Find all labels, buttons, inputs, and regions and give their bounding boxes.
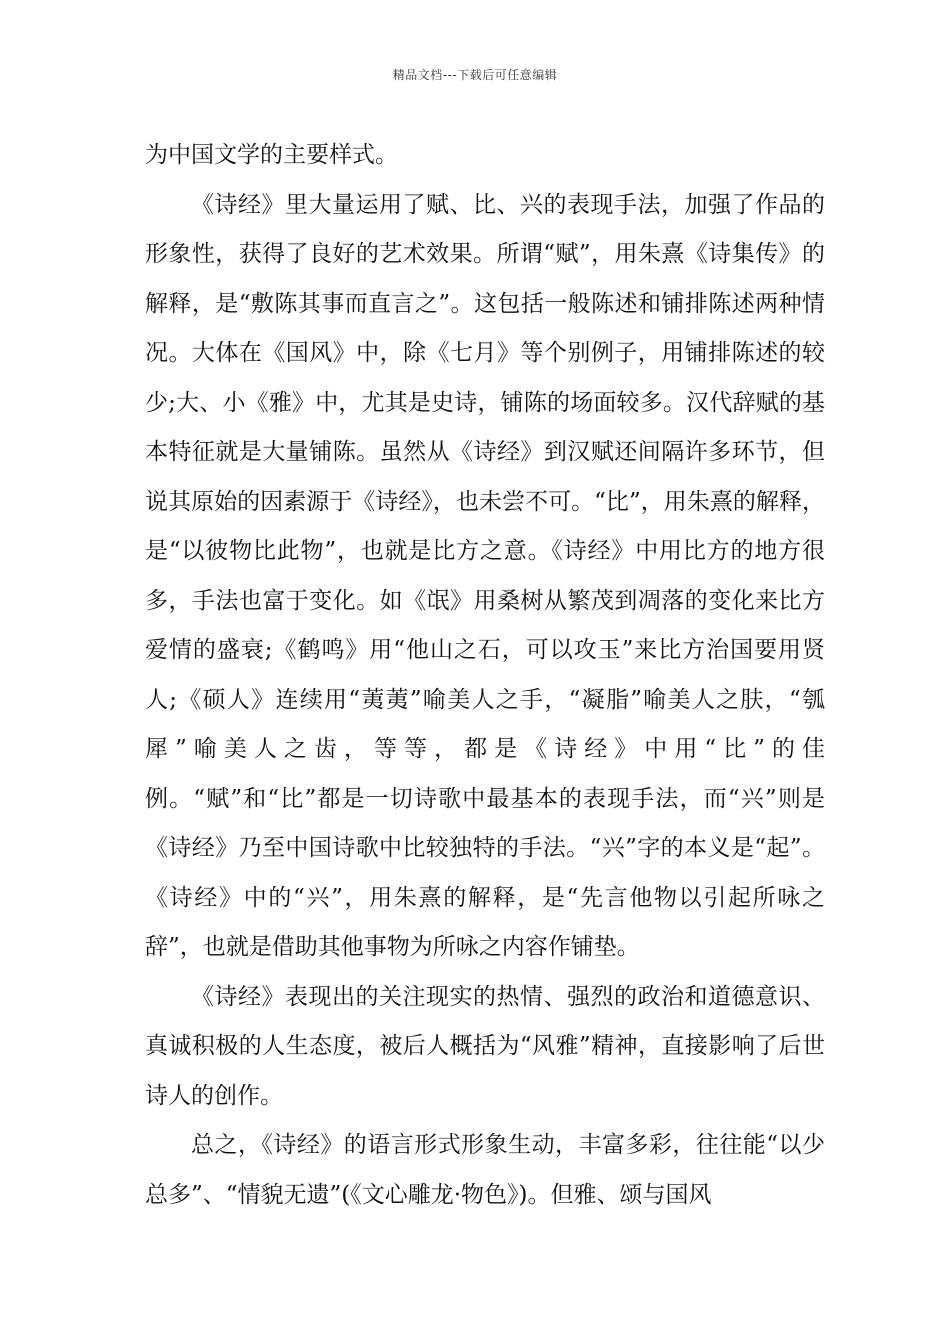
paragraph-fengya-spirit: 《诗经》表现出的关注现实的热情、强烈的政治和道德意识、真诚积极的人生态度，被后人概括为“风雅”精神，直接影响了后世诗人的创作。 bbox=[145, 983, 825, 1109]
document-body bbox=[145, 131, 825, 1220]
paragraph-fu-bi-xing: 《诗经》里大量运用了赋、比、兴的表现手法，加强了作品的形象性，获得了良好的艺术效果。所谓“赋”，用朱熹《诗集传》的解释，是“敷陈其事而直言之”。这包括一般陈述和铺排陈述两种情况。大体在《国风》中，除《七月》等个别例子，用铺排陈述的较少;大、小《雅》中，尤其是史诗，铺陈的场面较多。汉代辞赋的基本特征就是大量铺陈。虽然从《诗经》到汉赋还间隔许多环节，但说其原始的因素源于《诗经》，也未尝不可。“比”，用朱熹的解释，是“以彼物比此物”，也就是比方之意。《诗经》中用比方的地方很多，手法也富于变化。如《氓》用桑树从繁茂到凋落的变化来比方爱情的盛衰;《鹤鸣》用“他山之石，可以攻玉”来比方治国要用贤人;《硕人》连续用“荑荑”喻美人之手，“凝脂”喻美人之肤，“瓠犀”喻美人之齿，等等，都是《诗经》中用“比”的佳例。“赋”和“比”都是一切诗歌中最基本的表现手法，而“兴”则是《诗经》乃至中国诗歌中比较独特的手法。“兴”字的本义是“起”。《诗经》中的“兴”，用朱熹的解释，是“先言他物以引起所咏之辞”，也就是借助其他事物为所咏之内容作铺垫。 bbox=[145, 191, 825, 960]
paragraph-summary: 总之，《诗经》的语言形式形象生动，丰富多彩，往往能“以少总多”、“情貌无遗”(《文心雕龙·物色》)。但雅、颂与国风 bbox=[145, 1132, 825, 1208]
page-header: 精品文档---下载后可任意编辑 bbox=[392, 68, 558, 82]
paragraph-continuation: 为中国文学的主要样式。 bbox=[145, 142, 398, 168]
